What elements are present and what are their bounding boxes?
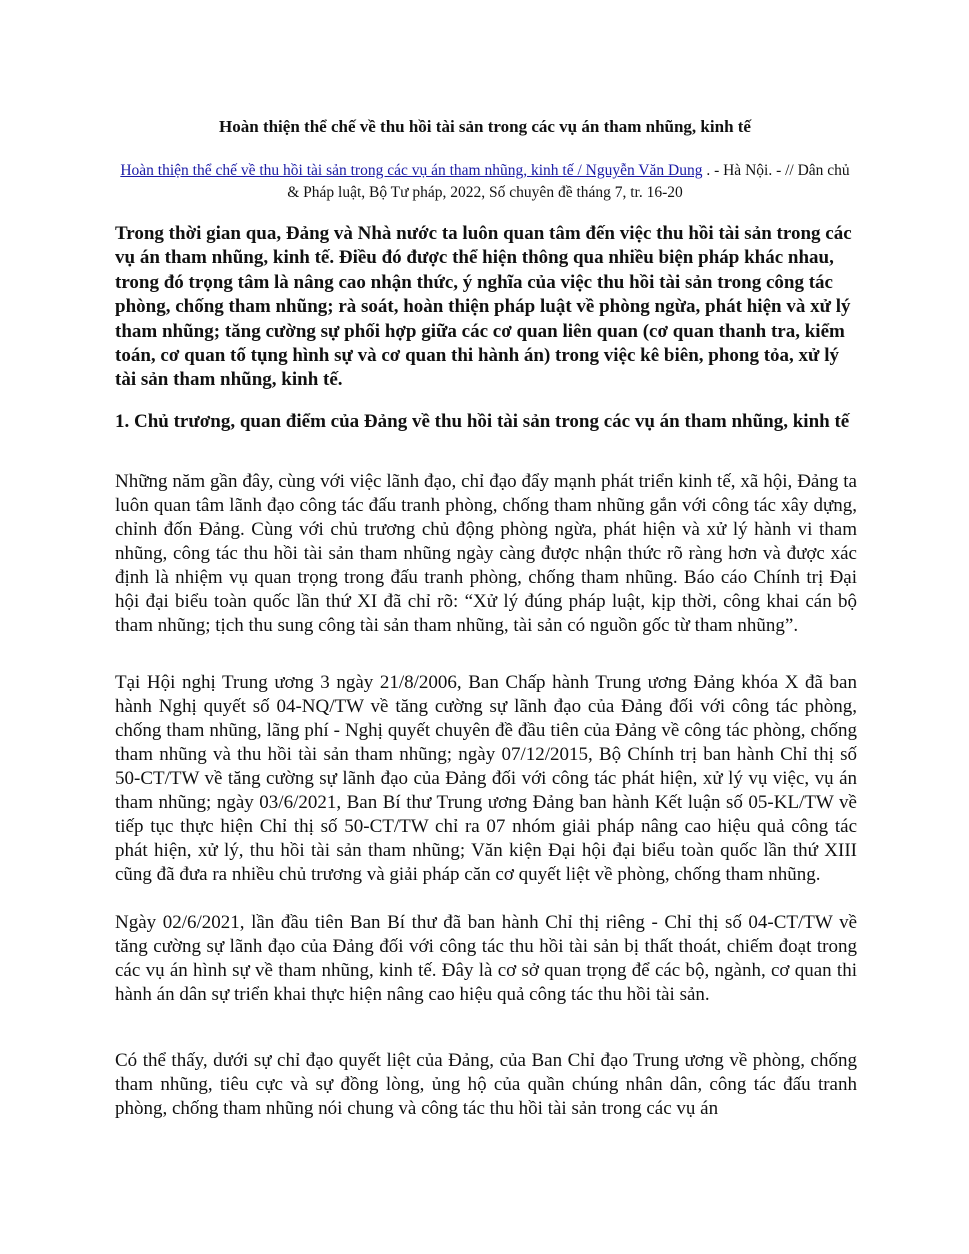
- citation-link[interactable]: Hoàn thiện thể chế về thu hồi tài sản trong các vụ án tham nhũng, kinh tế / Nguyễn Văn Dung: [120, 162, 703, 179]
- section-heading: 1. Chủ trương, quan điểm của Đảng về thu hồi tài sản trong các vụ án tham nhũng, kinh tế: [115, 411, 850, 432]
- citation-details: . - Hà Nội. - // Dân chủ & Pháp luật, Bộ Tư pháp, 2022, Số chuyên đề tháng 7, tr. 16-20: [287, 162, 850, 201]
- body-paragraph-4: Có thể thấy, dưới sự chỉ đạo quyết liệt của Đảng, của Ban Chỉ đạo Trung ương về phòng, chống tham nhũng, tiêu cực và sự đồng lòng, ủng hộ của quần chúng nhân dân, công tác đấu tranh phòng, chống tham nhũng nói chung và công tác thu hồi tài sản trong các vụ án: [115, 1050, 857, 1119]
- lead-paragraph: Trong thời gian qua, Đảng và Nhà nước ta luôn quan tâm đến việc thu hồi tài sản trong các vụ án tham nhũng, kinh tế. Điều đó được thể hiện thông qua nhiều biện pháp khác nhau, trong đó trọng tâm là nâng cao nhận thức, ý nghĩa của việc thu hồi tài sản trong công tác phòng, chống tham nhũng; rà soát, hoàn thiện pháp luật về phòng ngừa, phát hiện và xử lý tham nhũng; tăng cường sự phối hợp giữa các cơ quan liên quan (cơ quan thanh tra, kiểm toán, cơ quan tố tụng hình sự và cơ quan thi hành án) trong việc kê biên, phong tỏa, xử lý tài sản tham nhũng, kinh tế.: [115, 223, 852, 391]
- citation: [115, 160, 855, 204]
- body-paragraph-3: Ngày 02/6/2021, lần đầu tiên Ban Bí thư đã ban hành Chỉ thị riêng - Chỉ thị số 04-CT/TW về tăng cường sự lãnh đạo của Đảng đối với công tác thu hồi tài sản bị thất thoát, chiếm đoạt trong các vụ án hình sự về tham nhũng, kinh tế. Đây là cơ sở quan trọng để các bộ, ngành, cơ quan thi hành án dân sự triển khai thực hiện nâng cao hiệu quả công tác thu hồi tài sản.: [115, 912, 857, 1005]
- body-paragraph-1: Những năm gần đây, cùng với việc lãnh đạo, chỉ đạo đẩy mạnh phát triển kinh tế, xã hội, Đảng ta luôn quan tâm lãnh đạo công tác đấu tranh phòng, chống tham nhũng gắn với công tác xây dựng, chỉnh đốn Đảng. Cùng với chủ trương chủ động phòng ngừa, phát hiện và xử lý hành vi tham nhũng, công tác thu hồi tài sản tham nhũng ngày càng được nhận thức rõ ràng hơn và được xác định là nhiệm vụ quan trọng trong đấu tranh phòng, chống tham nhũng. Báo cáo Chính trị Đại hội đại biểu toàn quốc lần thứ XI đã chỉ rõ: “Xử lý đúng pháp luật, kịp thời, công khai cán bộ tham nhũng; tịch thu sung công tài sản tham nhũng, tài sản có nguồn gốc từ tham nhũng”.: [115, 471, 857, 636]
- body-paragraph-2: Tại Hội nghị Trung ương 3 ngày 21/8/2006, Ban Chấp hành Trung ương Đảng khóa X đã ban hành Nghị quyết số 04-NQ/TW về tăng cường sự lãnh đạo của Đảng đối với công tác phòng, chống tham nhũng, lãng phí - Nghị quyết chuyên đề đầu tiên của Đảng về công tác phòng, chống tham nhũng và thu hồi tài sản tham nhũng; ngày 07/12/2015, Bộ Chính trị ban hành Chỉ thị số 50-CT/TW về tăng cường sự lãnh đạo của Đảng đối với công tác phát hiện, xử lý vụ việc, vụ án tham nhũng; ngày 03/6/2021, Ban Bí thư Trung ương Đảng ban hành Kết luận số 05-KL/TW về tiếp tục thực hiện Chỉ thị số 50-CT/TW chỉ ra 07 nhóm giải pháp nâng cao hiệu quả công tác phát hiện, xử lý, thu hồi tài sản tham nhũng; Văn kiện Đại hội đại biểu toàn quốc lần thứ XIII cũng đã đưa ra nhiều chủ trương và giải pháp căn cơ quyết liệt về phòng, chống tham nhũng.: [115, 672, 857, 885]
- document-title: Hoàn thiện thể chế về thu hồi tài sản trong các vụ án tham nhũng, kinh tế: [219, 117, 751, 136]
